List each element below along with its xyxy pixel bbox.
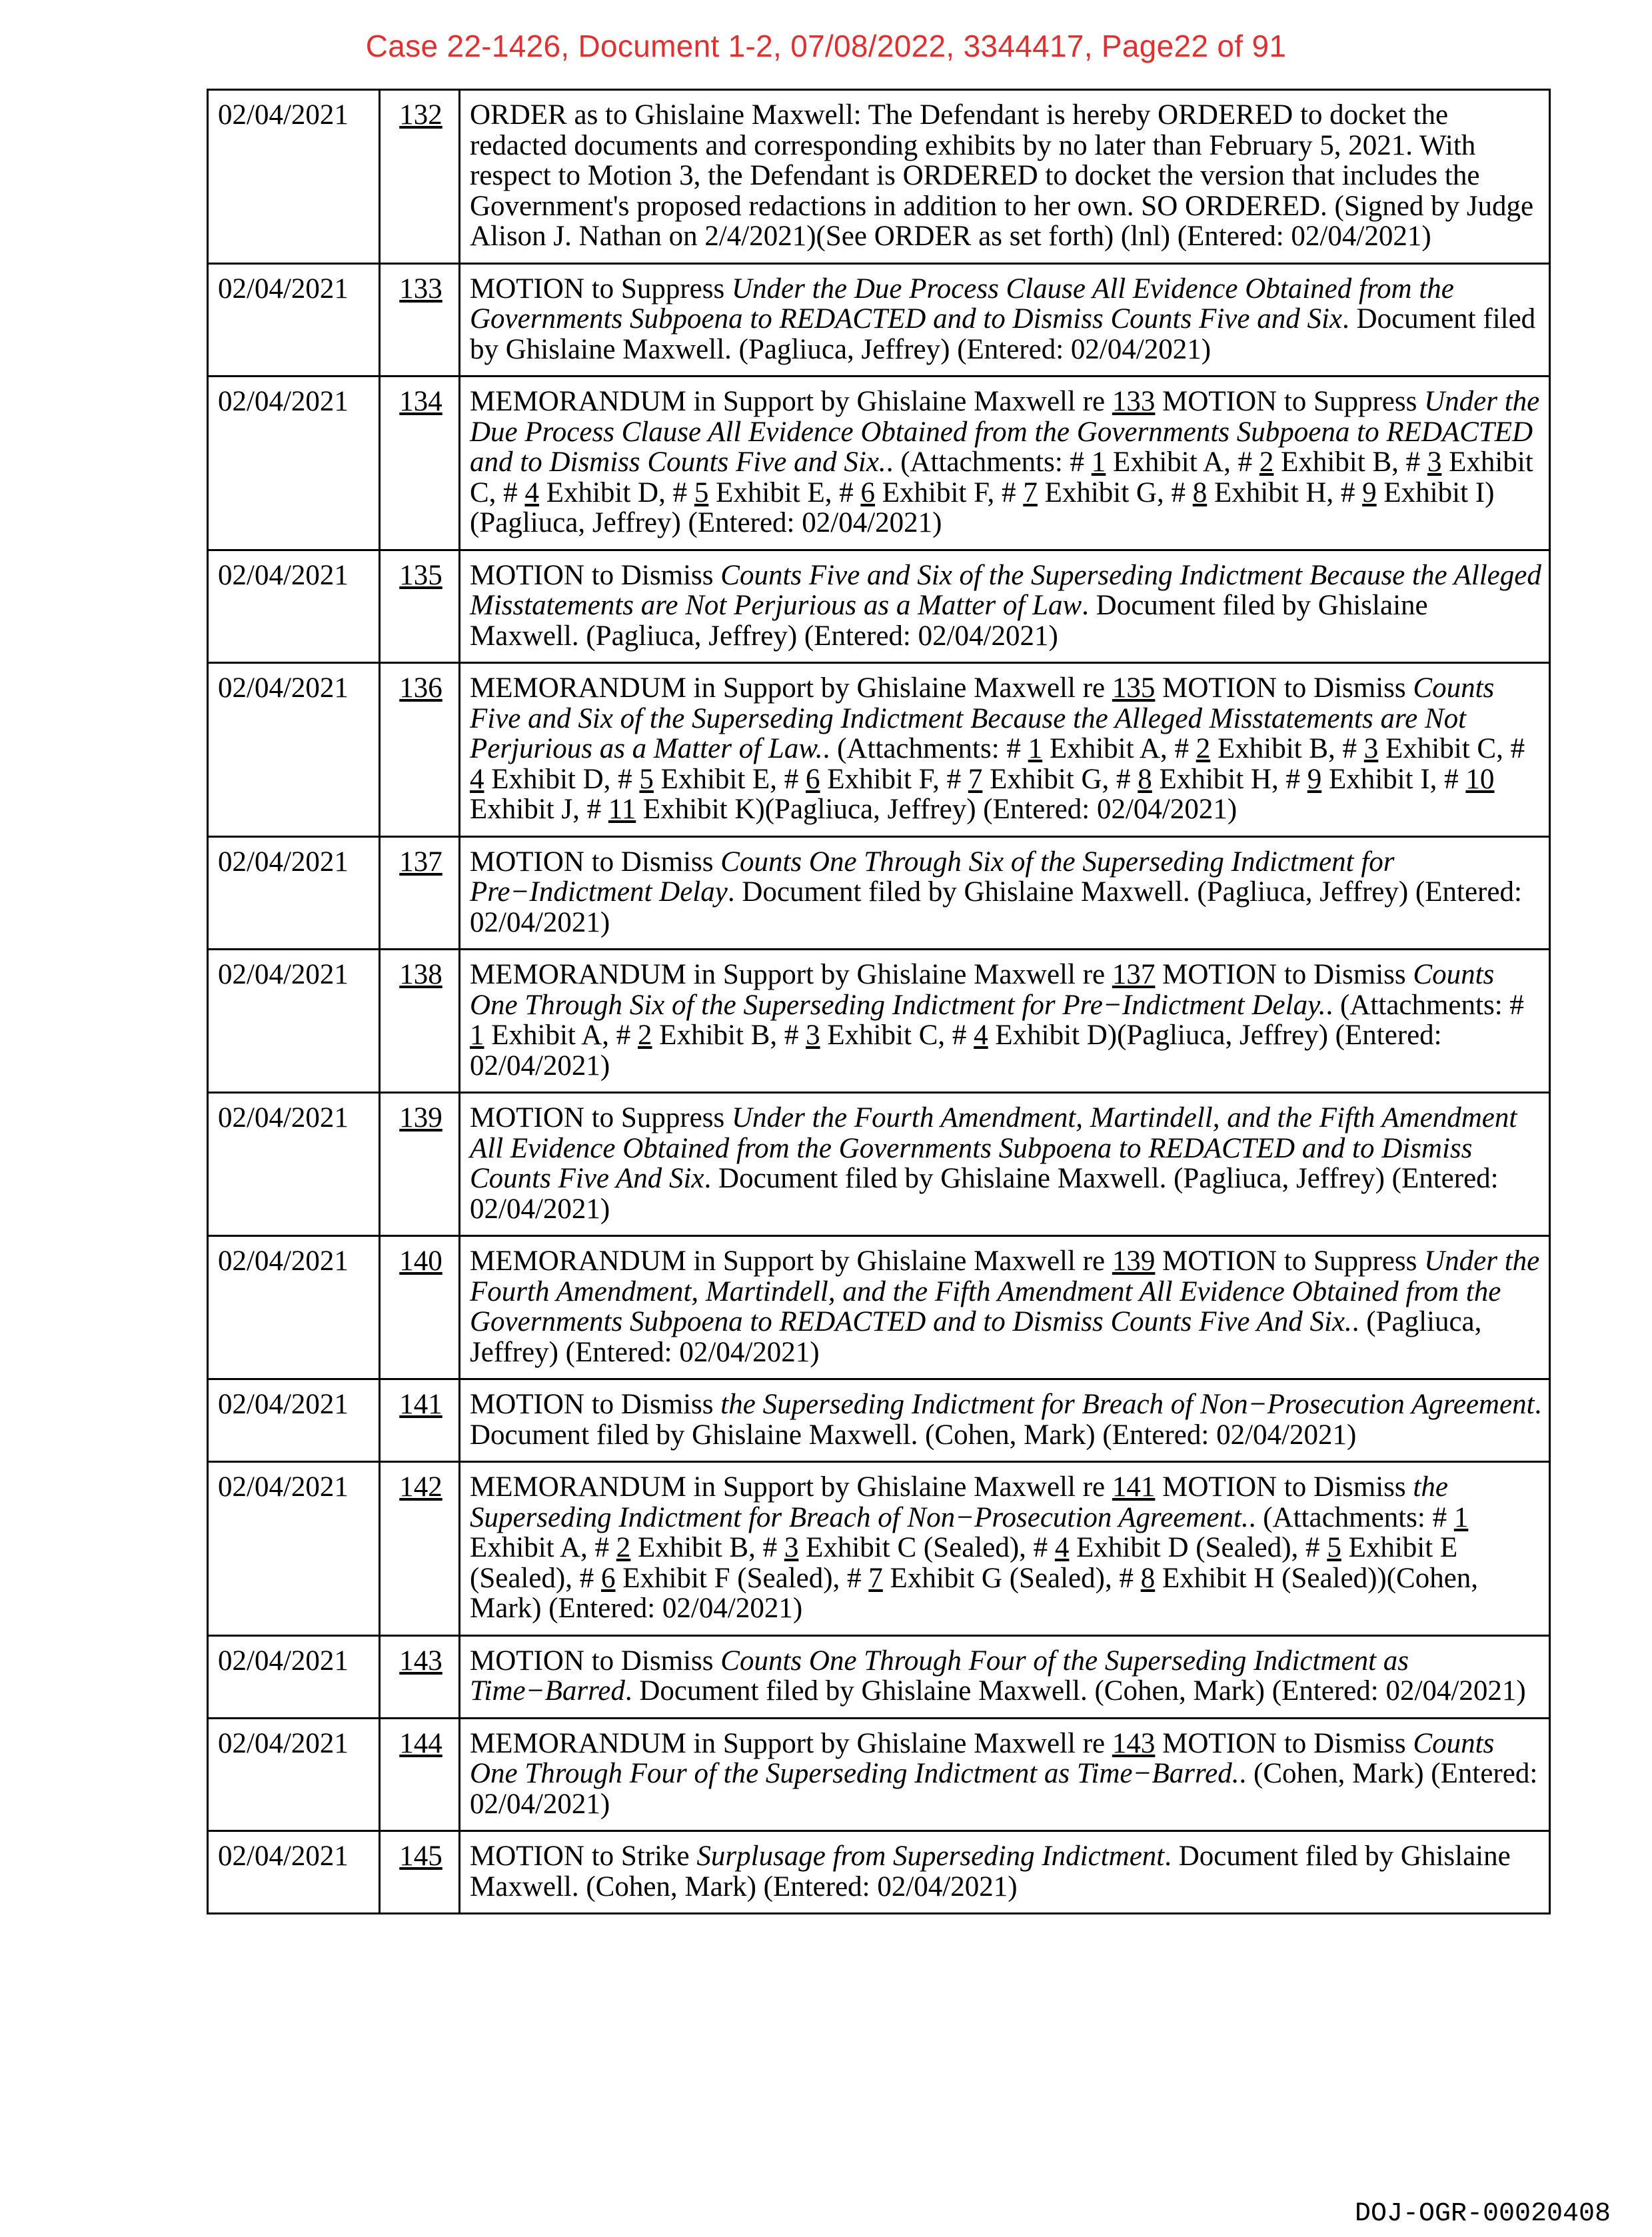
- docket-row: [208, 1093, 1550, 1236]
- document-link[interactable]: 7: [968, 763, 983, 795]
- entry-text: Exhibit B, #: [1273, 446, 1427, 478]
- document-link[interactable]: 4: [470, 763, 484, 795]
- document-link[interactable]: 9: [1307, 763, 1322, 795]
- document-link[interactable]: 141: [1112, 1471, 1156, 1503]
- entry-title-italic: Counts Five and Six of the Superseding Indictment Because the Alleged Misstatements are Not Perjurious as a Matter of Law: [470, 559, 1541, 621]
- entry-description: [460, 1831, 1550, 1914]
- entry-text: Exhibit B, #: [1210, 733, 1364, 764]
- document-link[interactable]: 4: [1054, 1532, 1070, 1563]
- document-link[interactable]: 3: [806, 1020, 820, 1051]
- entry-text: . (Attachments: #: [1248, 1501, 1454, 1533]
- docket-body: [208, 90, 1550, 1914]
- entry-number-link[interactable]: 144: [399, 1727, 442, 1759]
- entry-text: Exhibit A, #: [484, 1020, 638, 1051]
- entry-text: MOTION to Suppress: [470, 273, 732, 305]
- entry-text: MOTION to Suppress: [1155, 1245, 1425, 1277]
- entry-text: MOTION to Dismiss: [470, 846, 721, 878]
- document-link[interactable]: 6: [601, 1562, 616, 1594]
- document-link[interactable]: 6: [806, 763, 820, 795]
- entry-text: MEMORANDUM in Support by Ghislaine Maxwell re: [470, 959, 1112, 990]
- entry-text: . Document filed by Ghislaine Maxwell. (Cohen, Mark) (Entered: 02/04/2021): [624, 1675, 1526, 1707]
- entry-number-cell: [380, 1831, 460, 1914]
- entry-text: . Document filed by Ghislaine Maxwell. (Cohen, Mark) (Entered: 02/04/2021): [470, 1841, 1511, 1902]
- entry-text: Exhibit G, #: [1037, 476, 1193, 508]
- entry-date: 02/04/2021: [208, 376, 380, 550]
- document-link[interactable]: 137: [1112, 959, 1156, 990]
- entry-text: MOTION to Dismiss: [1155, 672, 1413, 704]
- entry-text: MEMORANDUM in Support by Ghislaine Maxwell re: [470, 1245, 1112, 1277]
- entry-number-cell: [380, 1718, 460, 1831]
- document-link[interactable]: 133: [1112, 386, 1156, 417]
- entry-description: [460, 263, 1550, 376]
- entry-description: [460, 1635, 1550, 1718]
- document-link[interactable]: 8: [1140, 1562, 1156, 1594]
- entry-title-italic: Surplusage from Superseding Indictment: [696, 1841, 1165, 1872]
- entry-date: 02/04/2021: [208, 1831, 380, 1914]
- entry-text: Exhibit A, #: [1106, 446, 1259, 478]
- document-link[interactable]: 5: [639, 763, 654, 795]
- entry-number-link[interactable]: 134: [399, 386, 442, 417]
- entry-number-link[interactable]: 133: [399, 273, 442, 305]
- entry-number-link[interactable]: 140: [399, 1245, 442, 1277]
- entry-text: MOTION to Dismiss: [470, 1645, 721, 1677]
- entry-text: Exhibit G, #: [982, 763, 1138, 795]
- entry-title-italic: Counts One Through Six of the Superseding Indictment for Pre−Indictment Delay.: [470, 959, 1495, 1021]
- entry-text: Exhibit E, #: [653, 763, 806, 795]
- docket-row: [208, 376, 1550, 550]
- entry-text: Exhibit H, #: [1207, 476, 1363, 508]
- entry-text: Exhibit H, #: [1152, 763, 1307, 795]
- entry-description: [460, 1718, 1550, 1831]
- entry-number-link[interactable]: 137: [399, 846, 442, 878]
- entry-date: 02/04/2021: [208, 1236, 380, 1379]
- entry-text: . Document filed by Ghislaine Maxwell. (Cohen, Mark) (Entered: 02/04/2021): [470, 1389, 1542, 1451]
- entry-number-cell: [380, 950, 460, 1093]
- docket-row: [208, 90, 1550, 264]
- entry-text: . Document filed by Ghislaine Maxwell. (Pagliuca, Jeffrey) (Entered: 02/04/2021): [470, 303, 1536, 365]
- document-link[interactable]: 6: [860, 476, 875, 508]
- entry-number-cell: [380, 1236, 460, 1379]
- entry-title-italic: the Superseding Indictment for Breach of Non−Prosecution Agreement: [720, 1389, 1535, 1420]
- entry-text: Exhibit B, #: [652, 1020, 806, 1051]
- entry-text: . Document filed by Ghislaine Maxwell. (Pagliuca, Jeffrey) (Entered: 02/04/2021): [470, 590, 1428, 652]
- document-link[interactable]: 7: [1023, 476, 1038, 508]
- entry-description: [460, 550, 1550, 663]
- entry-text: MEMORANDUM in Support by Ghislaine Maxwell re: [470, 1727, 1112, 1759]
- entry-text: MEMORANDUM in Support by Ghislaine Maxwell re: [470, 386, 1112, 417]
- docket-row: [208, 550, 1550, 663]
- entry-number-link[interactable]: 142: [399, 1471, 442, 1503]
- document-link[interactable]: 3: [784, 1532, 799, 1563]
- docket-row: [208, 836, 1550, 950]
- entry-number-cell: [380, 550, 460, 663]
- entry-text: Exhibit D (Sealed), #: [1069, 1532, 1327, 1563]
- docket-row: [208, 263, 1550, 376]
- document-link[interactable]: 4: [974, 1020, 988, 1051]
- document-link[interactable]: 7: [868, 1562, 883, 1594]
- entry-text: MOTION to Dismiss: [470, 559, 721, 591]
- entry-text: Exhibit A, #: [1042, 733, 1196, 764]
- entry-text: . (Attachments: #: [886, 446, 1092, 478]
- entry-text: . Document filed by Ghislaine Maxwell. (Pagliuca, Jeffrey) (Entered: 02/04/2021): [470, 876, 1522, 938]
- entry-text: MOTION to Suppress: [470, 1102, 732, 1133]
- document-link[interactable]: 8: [1138, 763, 1152, 795]
- entry-description: [460, 1462, 1550, 1636]
- entry-text: . (Pagliuca, Jeffrey) (Entered: 02/04/2021): [470, 1306, 1482, 1368]
- entry-text: MEMORANDUM in Support by Ghislaine Maxwell re: [470, 1471, 1112, 1503]
- document-link[interactable]: 2: [1196, 733, 1211, 764]
- document-link[interactable]: 11: [608, 794, 636, 825]
- docket-row: [208, 1831, 1550, 1914]
- entry-description: [460, 90, 1550, 264]
- entry-title-italic: Under the Due Process Clause All Evidence Obtained from the Governments Subpoena to REDACTED and to Dismiss Counts Five and Six: [470, 273, 1454, 335]
- entry-number-cell: [380, 1379, 460, 1462]
- entry-title-italic: Counts One Through Four of the Superseding Indictment as Time−Barred: [470, 1645, 1409, 1707]
- entry-date: 02/04/2021: [208, 836, 380, 950]
- entry-date: 02/04/2021: [208, 663, 380, 837]
- entry-description: [460, 376, 1550, 550]
- bates-number: DOJ-OGR-00020408: [1354, 2199, 1611, 2229]
- entry-text: Exhibit I, #: [1321, 763, 1466, 795]
- entry-text: Exhibit J, #: [470, 794, 608, 825]
- entry-text: Exhibit F (Sealed), #: [615, 1562, 869, 1594]
- entry-text: MOTION to Suppress: [1155, 386, 1425, 417]
- document-link[interactable]: 8: [1192, 476, 1208, 508]
- entry-title-italic: Under the Due Process Clause All Evidence Obtained from the Governments Subpoena to REDACTED and to Dismiss Counts Five and Six.: [470, 386, 1540, 478]
- document-link[interactable]: 135: [1112, 672, 1156, 704]
- entry-title-italic: Counts Five and Six of the Superseding Indictment Because the Alleged Misstatements are Not Perjurious as a Matter of Law.: [470, 672, 1495, 764]
- entry-text: MOTION to Dismiss: [1155, 1727, 1413, 1759]
- entry-description: [460, 950, 1550, 1093]
- document-link[interactable]: 1: [1453, 1501, 1469, 1533]
- docket-row: [208, 1462, 1550, 1636]
- entry-description: [460, 1093, 1550, 1236]
- entry-date: 02/04/2021: [208, 90, 380, 264]
- entry-text: Exhibit D, #: [484, 763, 640, 795]
- document-link[interactable]: 3: [1427, 446, 1442, 478]
- document-link[interactable]: 3: [1363, 733, 1379, 764]
- entry-text: Exhibit A, #: [470, 1532, 616, 1563]
- entry-number-cell: [380, 1635, 460, 1718]
- entry-description: [460, 1236, 1550, 1379]
- entry-text: Exhibit D, #: [538, 476, 694, 508]
- document-link[interactable]: 9: [1362, 476, 1377, 508]
- entry-number-link[interactable]: 139: [399, 1102, 442, 1133]
- entry-text: Exhibit G (Sealed), #: [882, 1562, 1141, 1594]
- document-link[interactable]: 4: [524, 476, 539, 508]
- docket-row: [208, 663, 1550, 837]
- entry-text: Exhibit F, #: [874, 476, 1024, 508]
- entry-text: MOTION to Dismiss: [470, 1389, 721, 1420]
- entry-date: 02/04/2021: [208, 950, 380, 1093]
- entry-text: MOTION to Strike: [470, 1841, 697, 1872]
- entry-date: 02/04/2021: [208, 1379, 380, 1462]
- entry-title-italic: Under the Fourth Amendment, Martindell, and the Fifth Amendment All Evidence Obtained from the Governments Subpoena to REDACTED and to Dismiss Counts Five And Six.: [470, 1245, 1540, 1337]
- entry-description: [460, 836, 1550, 950]
- entry-text: ORDER as to Ghislaine Maxwell: The Defendant is hereby ORDERED to docket the redacted documents and corresponding exhibits by no later than February 5, 2021. With respect to Motion 3, the Defendant is ORDERED to docket the version that includes the Government's proposed redactions in addition to her own. SO ORDERED. (Signed by Judge Alison J. Nathan on 2/4/2021)(See ORDER as set forth) (lnl) (Entered: 02/04/2021): [470, 99, 1534, 252]
- docket-row: [208, 950, 1550, 1093]
- docket-row: [208, 1236, 1550, 1379]
- entry-number-link[interactable]: 132: [399, 99, 442, 131]
- document-link[interactable]: 1: [470, 1020, 484, 1051]
- entry-text: Exhibit C, #: [1378, 733, 1525, 764]
- entry-title-italic: Under the Fourth Amendment, Martindell, and the Fifth Amendment All Evidence Obtained from the Governments Subpoena to REDACTED and to Dismiss Counts Five And Six: [470, 1102, 1517, 1194]
- entry-date: 02/04/2021: [208, 1093, 380, 1236]
- entry-text: Exhibit C, #: [820, 1020, 974, 1051]
- document-link[interactable]: 5: [1327, 1532, 1341, 1563]
- entry-text: Exhibit C (Sealed), #: [798, 1532, 1055, 1563]
- entry-date: 02/04/2021: [208, 1462, 380, 1636]
- document-link[interactable]: 143: [1112, 1727, 1156, 1759]
- document-link[interactable]: 2: [638, 1020, 652, 1051]
- document-link[interactable]: 10: [1465, 763, 1495, 795]
- entry-number-link[interactable]: 145: [399, 1841, 442, 1872]
- entry-text: MOTION to Dismiss: [1155, 959, 1413, 990]
- entry-number-cell: [380, 263, 460, 376]
- entry-text: Exhibit B, #: [630, 1532, 784, 1563]
- entry-number-cell: [380, 1093, 460, 1236]
- entry-text: Exhibit H (Sealed))(Cohen, Mark) (Entered: 02/04/2021): [470, 1562, 1479, 1624]
- entry-title-italic: Counts One Through Four of the Superseding Indictment as Time−Barred.: [470, 1727, 1495, 1789]
- entry-text: Exhibit I)(Pagliuca, Jeffrey) (Entered: 02/04/2021): [470, 476, 1495, 538]
- entry-text: Exhibit D)(Pagliuca, Jeffrey) (Entered: 02/04/2021): [470, 1020, 1442, 1082]
- document-link[interactable]: 5: [694, 476, 709, 508]
- entry-number-link[interactable]: 135: [399, 559, 442, 591]
- document-link[interactable]: 139: [1112, 1245, 1156, 1277]
- entry-number-link[interactable]: 141: [399, 1389, 442, 1420]
- entry-text: . (Attachments: #: [822, 733, 1028, 764]
- entry-text: . Document filed by Ghislaine Maxwell. (Pagliuca, Jeffrey) (Entered: 02/04/2021): [470, 1163, 1499, 1225]
- entry-number-link[interactable]: 138: [399, 959, 442, 990]
- case-header: Case 22-1426, Document 1-2, 07/08/2022, 3344417, Page22 of 91: [365, 29, 1287, 63]
- entry-number-cell: [380, 1462, 460, 1636]
- entry-number-cell: [380, 376, 460, 550]
- entry-date: 02/04/2021: [208, 1718, 380, 1831]
- entry-description: [460, 1379, 1550, 1462]
- entry-number-cell: [380, 663, 460, 837]
- document-link[interactable]: 2: [1259, 446, 1274, 478]
- entry-text: MEMORANDUM in Support by Ghislaine Maxwell re: [470, 672, 1112, 704]
- entry-number-link[interactable]: 143: [399, 1645, 442, 1677]
- entry-date: 02/04/2021: [208, 263, 380, 376]
- entry-title-italic: the Superseding Indictment for Breach of Non−Prosecution Agreement.: [470, 1471, 1448, 1533]
- document-link[interactable]: 1: [1028, 733, 1043, 764]
- entry-title-italic: Counts One Through Six of the Superseding Indictment for Pre−Indictment Delay: [470, 846, 1395, 908]
- docket-row: [208, 1718, 1550, 1831]
- document-link[interactable]: 2: [616, 1532, 631, 1563]
- docket-table: [207, 89, 1551, 1914]
- entry-text: Exhibit K)(Pagliuca, Jeffrey) (Entered: 02/04/2021): [636, 794, 1238, 825]
- docket-row: [208, 1379, 1550, 1462]
- entry-text: Exhibit F, #: [820, 763, 968, 795]
- docket-row: [208, 1635, 1550, 1718]
- entry-text: Exhibit E, #: [708, 476, 861, 508]
- document-link[interactable]: 1: [1091, 446, 1106, 478]
- entry-number-cell: [380, 90, 460, 264]
- entry-text: Exhibit C, #: [470, 446, 1533, 508]
- entry-number-cell: [380, 836, 460, 950]
- entry-text: . (Cohen, Mark) (Entered: 02/04/2021): [470, 1758, 1538, 1820]
- entry-date: 02/04/2021: [208, 550, 380, 663]
- entry-text: . (Attachments: #: [1325, 989, 1524, 1021]
- entry-description: [460, 663, 1550, 837]
- entry-text: Exhibit E (Sealed), #: [470, 1532, 1458, 1594]
- entry-text: MOTION to Dismiss: [1155, 1471, 1413, 1503]
- entry-date: 02/04/2021: [208, 1635, 380, 1718]
- entry-number-link[interactable]: 136: [399, 672, 442, 704]
